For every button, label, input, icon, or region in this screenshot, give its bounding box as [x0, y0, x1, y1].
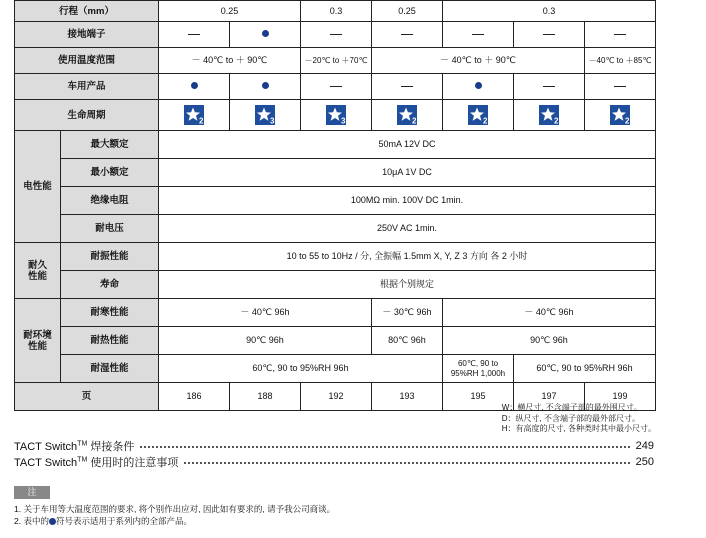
life-label: 寿命	[61, 271, 159, 299]
ground-cell	[585, 22, 656, 48]
vibration-value: 10 to 55 to 10Hz / 分, 全振幅 1.5mm X, Y, Z 3 方向 各 2 小时	[159, 243, 656, 271]
dash-icon	[614, 34, 626, 35]
page-value[interactable]: 186	[159, 383, 230, 411]
humid-value-3: 60℃, 90 to 95%RH 96h	[514, 355, 656, 383]
notes	[14, 503, 335, 527]
dash-icon	[614, 86, 626, 87]
temp-value-2: －20℃ to ＋70℃	[301, 48, 372, 74]
lifecycle-star-icon	[184, 105, 204, 125]
vibration-label: 耐振性能	[61, 243, 159, 271]
cold-value-3: － 40℃ 96h	[443, 299, 656, 327]
dash-icon	[330, 34, 342, 35]
lifecycle-star-icon	[610, 105, 630, 125]
lifecycle-star-icon	[539, 105, 559, 125]
lifecycle-star-icon	[468, 105, 488, 125]
svg-text:3: 3	[340, 116, 346, 125]
ref-soldering-title: TACT Switch™ 焊接条件	[14, 440, 135, 453]
ground-cell	[159, 22, 230, 48]
ref-precautions-title: TACT Switch™ 使用时的注意事项	[14, 456, 179, 469]
page-label: 页	[15, 383, 159, 411]
stroke-value-1: 0.25	[159, 1, 301, 22]
svg-text:2: 2	[553, 116, 559, 125]
page-value[interactable]: 199	[585, 383, 656, 411]
heat-value-1: 90℃ 96h	[159, 327, 372, 355]
humid-row	[15, 355, 656, 383]
humid-value-1: 60℃, 90 to 95%RH 96h	[159, 355, 443, 383]
auto-cell	[159, 74, 230, 100]
stroke-row	[15, 1, 656, 22]
dash-icon	[188, 34, 200, 35]
lifecycle-cell	[514, 100, 585, 131]
life-value: 根据个别规定	[159, 271, 656, 299]
lifecycle-row	[15, 100, 656, 131]
heat-row	[15, 327, 656, 355]
temp-row	[15, 48, 656, 74]
stroke-value-2: 0.3	[301, 1, 372, 22]
legend-d: D：纵尺寸, 不含端子部的最外部尺寸。	[501, 413, 640, 423]
dash-icon	[401, 86, 413, 87]
spec-table	[14, 0, 656, 411]
auto-cell	[443, 74, 514, 100]
lifecycle-cell	[585, 100, 656, 131]
temp-label: 使用温度范围	[15, 48, 159, 74]
lifecycle-cell	[159, 100, 230, 131]
lifecycle-cell	[301, 100, 372, 131]
note-2: 2. 表中的 符号表示适用于系列内的全部产品。	[14, 516, 192, 526]
auto-cell	[301, 74, 372, 100]
svg-text:2: 2	[482, 116, 488, 125]
page-value[interactable]: 193	[372, 383, 443, 411]
leader-dots	[184, 462, 629, 464]
heat-label: 耐热性能	[61, 327, 159, 355]
ref-precautions[interactable]	[14, 455, 654, 469]
humid-value-2: 60℃, 90 to 95%RH 1,000h	[443, 355, 514, 383]
ref-soldering[interactable]	[14, 439, 654, 453]
cold-value-2: － 30℃ 96h	[372, 299, 443, 327]
temp-value-1: － 40℃ to ＋ 90℃	[159, 48, 301, 74]
ground-row	[15, 22, 656, 48]
min-rating-value: 10μA 1V DC	[159, 159, 656, 187]
cold-value-1: － 40℃ 96h	[159, 299, 372, 327]
stroke-value-4: 0.3	[443, 1, 656, 22]
dot-icon	[262, 30, 269, 37]
insulation-label: 绝缘电阻	[61, 187, 159, 215]
heat-value-3: 90℃ 96h	[443, 327, 656, 355]
heat-value-2: 80℃ 96h	[372, 327, 443, 355]
svg-text:3: 3	[269, 116, 275, 125]
ground-cell	[301, 22, 372, 48]
dash-icon	[543, 86, 555, 87]
min-rating-label: 最小额定	[61, 159, 159, 187]
insulation-row	[15, 187, 656, 215]
life-row	[15, 271, 656, 299]
page-value[interactable]: 192	[301, 383, 372, 411]
lifecycle-label: 生命周期	[15, 100, 159, 131]
ground-cell	[230, 22, 301, 48]
ground-cell	[443, 22, 514, 48]
temp-value-4: －40℃ to ＋85℃	[585, 48, 656, 74]
electrical-group-label: 电性能	[15, 131, 61, 243]
svg-text:2: 2	[624, 116, 630, 125]
withstand-label: 耐电压	[61, 215, 159, 243]
page-value[interactable]: 197	[514, 383, 585, 411]
withstand-row	[15, 215, 656, 243]
auto-cell	[230, 74, 301, 100]
lifecycle-star-icon	[326, 105, 346, 125]
auto-cell	[514, 74, 585, 100]
page-value[interactable]: 195	[443, 383, 514, 411]
stroke-value-3: 0.25	[372, 1, 443, 22]
cold-label: 耐寒性能	[61, 299, 159, 327]
stroke-label: 行程（mm）	[15, 1, 159, 22]
dot-icon	[475, 82, 482, 89]
note-1: 1. 关于车用等大温度范围的要求, 将个别作出应对, 因此如有要求的, 请予我公司商谈。	[14, 504, 336, 514]
max-rating-label: 最大额定	[61, 131, 159, 159]
temp-value-3: － 40℃ to ＋ 90℃	[372, 48, 585, 74]
max-rating-row	[15, 131, 656, 159]
dimension-legend	[502, 403, 656, 435]
svg-text:2: 2	[411, 116, 417, 125]
dot-icon	[262, 82, 269, 89]
auto-cell	[372, 74, 443, 100]
max-rating-value: 50mA 12V DC	[159, 131, 656, 159]
ground-label: 接地端子	[15, 22, 159, 48]
dash-icon	[543, 34, 555, 35]
dash-icon	[330, 86, 342, 87]
dash-icon	[472, 34, 484, 35]
dot-icon	[49, 518, 56, 525]
lifecycle-cell	[443, 100, 514, 131]
svg-text:2: 2	[198, 116, 204, 125]
withstand-value: 250V AC 1min.	[159, 215, 656, 243]
ref-soldering-page[interactable]: 249	[635, 440, 654, 452]
lifecycle-cell	[230, 100, 301, 131]
dash-icon	[401, 34, 413, 35]
ground-cell	[514, 22, 585, 48]
auto-label: 车用产品	[15, 74, 159, 100]
durability-group-label: 耐久 性能	[15, 243, 61, 299]
leader-dots	[140, 446, 629, 448]
humid-label: 耐湿性能	[61, 355, 159, 383]
lifecycle-star-icon	[255, 105, 275, 125]
vibration-row	[15, 243, 656, 271]
ref-precautions-page[interactable]: 250	[635, 456, 654, 468]
page-value[interactable]: 188	[230, 383, 301, 411]
legend-h: H：有高度的尺寸, 各种类时其中最小尺寸。	[501, 424, 656, 433]
ground-cell	[372, 22, 443, 48]
auto-cell	[585, 74, 656, 100]
notes-label: 注	[14, 486, 50, 499]
cold-row	[15, 299, 656, 327]
legend-w: W：横尺寸, 不含端子部的最外围尺寸。	[501, 403, 642, 412]
lifecycle-star-icon	[397, 105, 417, 125]
environment-group-label: 耐环境 性能	[15, 299, 61, 383]
dot-icon	[191, 82, 198, 89]
min-rating-row	[15, 159, 656, 187]
insulation-value: 100MΩ min. 100V DC 1min.	[159, 187, 656, 215]
auto-row	[15, 74, 656, 100]
lifecycle-cell	[372, 100, 443, 131]
